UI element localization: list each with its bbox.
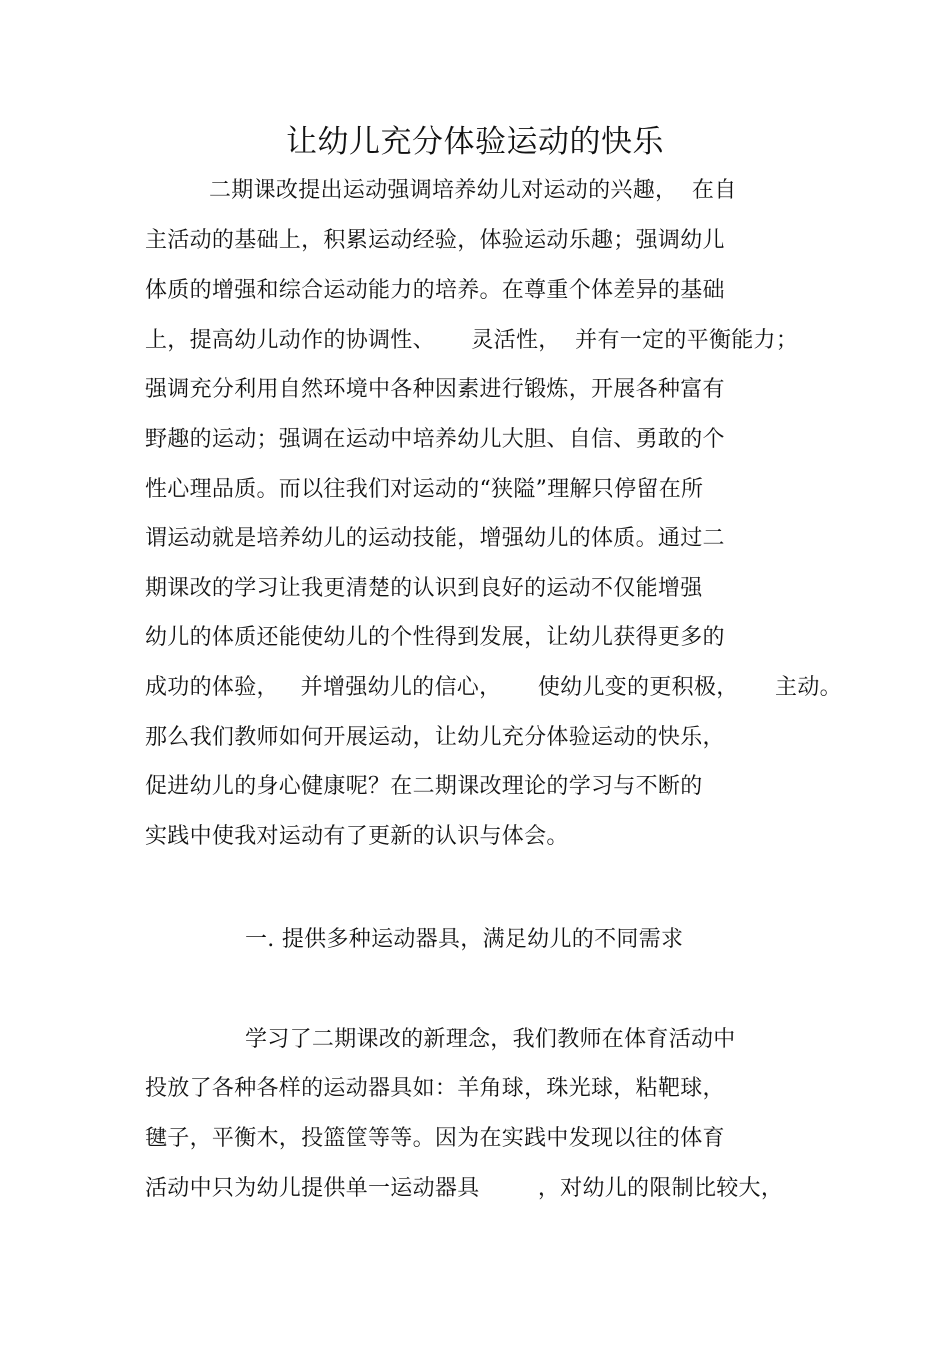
intro-line: 上，提高幼儿动作的协调性、 灵活性， 并有一定的平衡能力；: [145, 328, 799, 353]
document-title: 让幼儿充分体验运动的快乐: [286, 124, 664, 160]
section-line: 毽子，平衡木，投篮筐等等。因为在实践中发现以往的体育: [145, 1126, 725, 1151]
section-heading: 一. 提供多种运动器具，满足幼儿的不同需求: [245, 927, 684, 952]
intro-line: 期课改的学习让我更清楚的认识到良好的运动不仅能增强: [145, 576, 703, 601]
intro-line: 那么我们教师如何开展运动，让幼儿充分体验运动的快乐，: [145, 725, 725, 750]
section-line: 活动中只为幼儿提供单一运动器具 ，对幼儿的限制比较大，: [145, 1176, 784, 1201]
section-line: 学习了二期课改的新理念，我们教师在体育活动中: [245, 1027, 736, 1052]
intro-line: 成功的体验， 并增强幼儿的信心， 使幼儿变的更积极， 主动。: [145, 675, 842, 700]
intro-line: 二期课改提出运动强调培养幼儿对运动的兴趣， 在自: [209, 178, 737, 203]
section-line: 投放了各种各样的运动器具如：羊角球，珠光球，粘靶球，: [145, 1076, 725, 1101]
intro-line: 谓运动就是培养幼儿的运动技能，增强幼儿的体质。通过二: [145, 526, 725, 551]
intro-line: 促进幼儿的身心健康呢？在二期课改理论的学习与不断的: [145, 774, 703, 799]
intro-line: 体质的增强和综合运动能力的培养。在尊重个体差异的基础: [145, 278, 725, 303]
intro-line: 幼儿的体质还能使幼儿的个性得到发展，让幼儿获得更多的: [145, 625, 725, 650]
intro-line: 强调充分利用自然环境中各种因素进行锻炼，开展各种富有: [145, 377, 725, 402]
intro-line: 实践中使我对运动有了更新的认识与体会。: [145, 824, 569, 849]
intro-line: 野趣的运动；强调在运动中培养幼儿大胆、自信、勇敢的个: [145, 427, 725, 452]
intro-line: 性心理品质。而以往我们对运动的“狭隘”理解只停留在所: [145, 477, 704, 502]
intro-line: 主活动的基础上，积累运动经验，体验运动乐趣；强调幼儿: [145, 228, 725, 253]
